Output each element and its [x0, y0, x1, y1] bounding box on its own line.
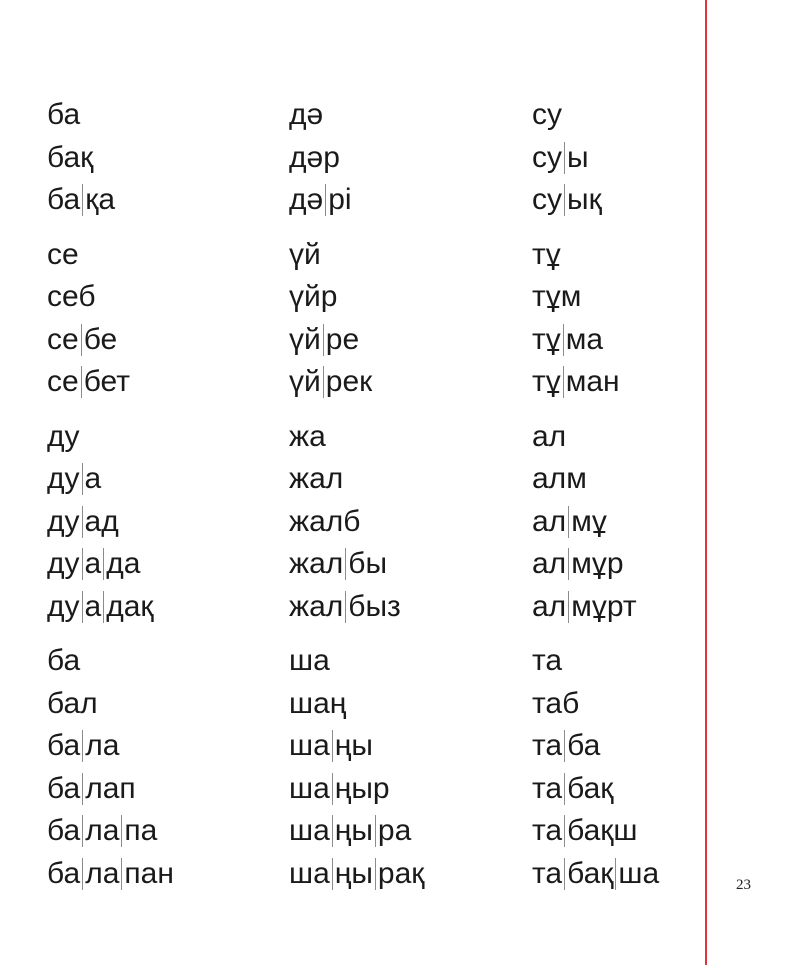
- syllable-word: [289, 853, 424, 896]
- word-group: [532, 416, 659, 629]
- syllable: жалб: [289, 504, 361, 538]
- syllable: ңыр: [332, 773, 390, 805]
- syllable-word: [289, 416, 424, 459]
- syllable: ма: [563, 324, 603, 356]
- syllable-word: [47, 725, 174, 768]
- word-group: [47, 94, 174, 222]
- syllable: үй: [289, 237, 321, 271]
- syllable: ал: [532, 504, 567, 538]
- syllable-word: [532, 768, 659, 811]
- syllable: та: [532, 644, 563, 678]
- syllable: ық: [564, 184, 602, 216]
- syllable: се: [47, 365, 79, 399]
- syllable: үй: [289, 365, 321, 399]
- syllable-word: [532, 416, 659, 459]
- syllable-word: [47, 640, 174, 683]
- syllable: бал: [47, 686, 98, 720]
- syllable: үйр: [289, 280, 338, 314]
- syllable-word: [532, 543, 659, 586]
- syllable: жал: [289, 547, 344, 581]
- syllable-word: [289, 501, 424, 544]
- syllable: пан: [121, 858, 174, 890]
- word-group: [47, 640, 174, 895]
- syllable: қа: [82, 184, 115, 216]
- syllable: ду: [47, 419, 80, 453]
- word-group: [47, 234, 174, 404]
- word-group: [289, 234, 424, 404]
- syllable-word: [532, 501, 659, 544]
- syllable: ша: [289, 644, 330, 678]
- syllable: ал: [532, 589, 567, 623]
- syllable: ша: [289, 814, 330, 848]
- syllable-word: [289, 810, 424, 853]
- syllable-word: [47, 276, 174, 319]
- syllable-word: [47, 810, 174, 853]
- syllable-word: [532, 234, 659, 277]
- syllable-word: [532, 683, 659, 726]
- syllable: рі: [325, 184, 351, 216]
- syllable-word: [289, 543, 424, 586]
- syllable: ду: [47, 547, 80, 581]
- syllable-word: [47, 94, 174, 137]
- syllable: ал: [532, 419, 567, 453]
- syllable: мұр: [568, 548, 623, 580]
- syllable: су: [532, 183, 562, 217]
- syllable: бе: [81, 324, 118, 356]
- syllable: рақ: [375, 858, 425, 890]
- syllable-word: [289, 768, 424, 811]
- syllable: ы: [564, 142, 589, 174]
- syllable: ба: [47, 183, 81, 217]
- syllable: ду: [47, 462, 80, 496]
- syllable-word: [47, 458, 174, 501]
- syllable: ал: [532, 547, 567, 581]
- word-group: [532, 234, 659, 404]
- syllable-word: [47, 319, 174, 362]
- syllable: та: [532, 814, 563, 848]
- syllable: тұ: [532, 322, 561, 356]
- syllable-word: [532, 361, 659, 404]
- syllable: дә: [289, 183, 324, 217]
- syllable-word: [47, 416, 174, 459]
- syllable: се: [47, 322, 79, 356]
- syllable-word: [289, 361, 424, 404]
- syllable-word: [289, 725, 424, 768]
- syllable-word: [532, 853, 659, 896]
- page-margin-line: [705, 0, 707, 965]
- syllable-word: [289, 586, 424, 629]
- syllable: ша: [289, 729, 330, 763]
- syllable: быз: [345, 591, 401, 623]
- page-number: 23: [736, 877, 751, 893]
- syllable: ңы: [332, 815, 373, 847]
- syllable: шаң: [289, 686, 347, 720]
- syllable-word: [532, 458, 659, 501]
- syllable-word: [532, 137, 659, 180]
- syllable: ла: [82, 815, 119, 847]
- syllable: ба: [47, 856, 81, 890]
- syllable-word: [532, 179, 659, 222]
- syllable: ад: [82, 506, 119, 538]
- syllable: бақш: [564, 815, 637, 847]
- syllable: ла: [82, 858, 119, 890]
- syllable-word: [47, 234, 174, 277]
- word-column-2: [289, 94, 424, 907]
- word-column-1: [47, 94, 174, 907]
- syllable-word: [47, 768, 174, 811]
- syllable-word: [532, 276, 659, 319]
- syllable: су: [532, 140, 562, 174]
- syllable: да: [103, 548, 140, 580]
- syllable: па: [121, 815, 157, 847]
- syllable: алм: [532, 462, 587, 496]
- syllable-word: [289, 458, 424, 501]
- syllable: ба: [47, 98, 81, 132]
- syllable: ба: [564, 730, 600, 762]
- word-column-3: [532, 94, 659, 907]
- syllable-word: [289, 94, 424, 137]
- syllable-word: [532, 640, 659, 683]
- syllable-word: [47, 683, 174, 726]
- syllable: ба: [47, 771, 81, 805]
- syllable: ла: [82, 730, 119, 762]
- syllable: ду: [47, 589, 80, 623]
- word-group: [289, 94, 424, 222]
- syllable-word: [47, 179, 174, 222]
- syllable: ман: [563, 366, 620, 398]
- word-group: [289, 640, 424, 895]
- word-group: [532, 94, 659, 222]
- syllable-word: [47, 137, 174, 180]
- syllable: ша: [289, 771, 330, 805]
- syllable-word: [532, 319, 659, 362]
- syllable: ңы: [332, 858, 373, 890]
- syllable: мұ: [568, 506, 607, 538]
- syllable: ша: [615, 858, 659, 890]
- word-group: [289, 416, 424, 629]
- word-group: [47, 416, 174, 629]
- syllable: ба: [47, 814, 81, 848]
- syllable-word: [289, 683, 424, 726]
- syllable-word: [47, 361, 174, 404]
- syllable: су: [532, 98, 562, 132]
- syllable: себ: [47, 280, 96, 314]
- syllable-word: [289, 276, 424, 319]
- syllable: дақ: [103, 591, 153, 623]
- syllable: тұ: [532, 237, 561, 271]
- syllable-word: [532, 725, 659, 768]
- syllable: бақ: [47, 140, 94, 174]
- syllable: та: [532, 856, 563, 890]
- syllable: дә: [289, 98, 324, 132]
- syllable: ра: [375, 815, 411, 847]
- syllable-word: [47, 586, 174, 629]
- syllable: дәр: [289, 140, 340, 174]
- syllable: тұм: [532, 280, 582, 314]
- word-group: [532, 640, 659, 895]
- syllable-word: [289, 137, 424, 180]
- syllable: бақ: [564, 773, 613, 805]
- syllable: рек: [323, 366, 373, 398]
- syllable-word: [289, 234, 424, 277]
- syllable-word: [532, 94, 659, 137]
- syllable: та: [532, 771, 563, 805]
- syllable: үй: [289, 322, 321, 356]
- syllable: жа: [289, 419, 326, 453]
- syllable: а: [82, 548, 102, 580]
- syllable-word: [532, 810, 659, 853]
- syllable: се: [47, 237, 79, 271]
- syllable: ба: [47, 729, 81, 763]
- syllable-word: [47, 501, 174, 544]
- syllable: а: [82, 591, 102, 623]
- syllable-word: [289, 640, 424, 683]
- syllable: бет: [81, 366, 130, 398]
- syllable: бақ: [564, 858, 613, 890]
- syllable: жал: [289, 589, 344, 623]
- syllable: мұрт: [568, 591, 636, 623]
- syllable-word: [289, 179, 424, 222]
- syllable: таб: [532, 686, 580, 720]
- syllable-word: [47, 543, 174, 586]
- syllable: ду: [47, 504, 80, 538]
- syllable: бы: [345, 548, 387, 580]
- syllable: та: [532, 729, 563, 763]
- syllable: жал: [289, 462, 344, 496]
- syllable: ре: [323, 324, 359, 356]
- syllable: ңы: [332, 730, 373, 762]
- syllable: ша: [289, 856, 330, 890]
- syllable: а: [82, 463, 102, 495]
- syllable-word: [289, 319, 424, 362]
- syllable: ба: [47, 644, 81, 678]
- syllable: тұ: [532, 365, 561, 399]
- syllable-word: [532, 586, 659, 629]
- syllable: лап: [82, 773, 135, 805]
- syllable-word: [47, 853, 174, 896]
